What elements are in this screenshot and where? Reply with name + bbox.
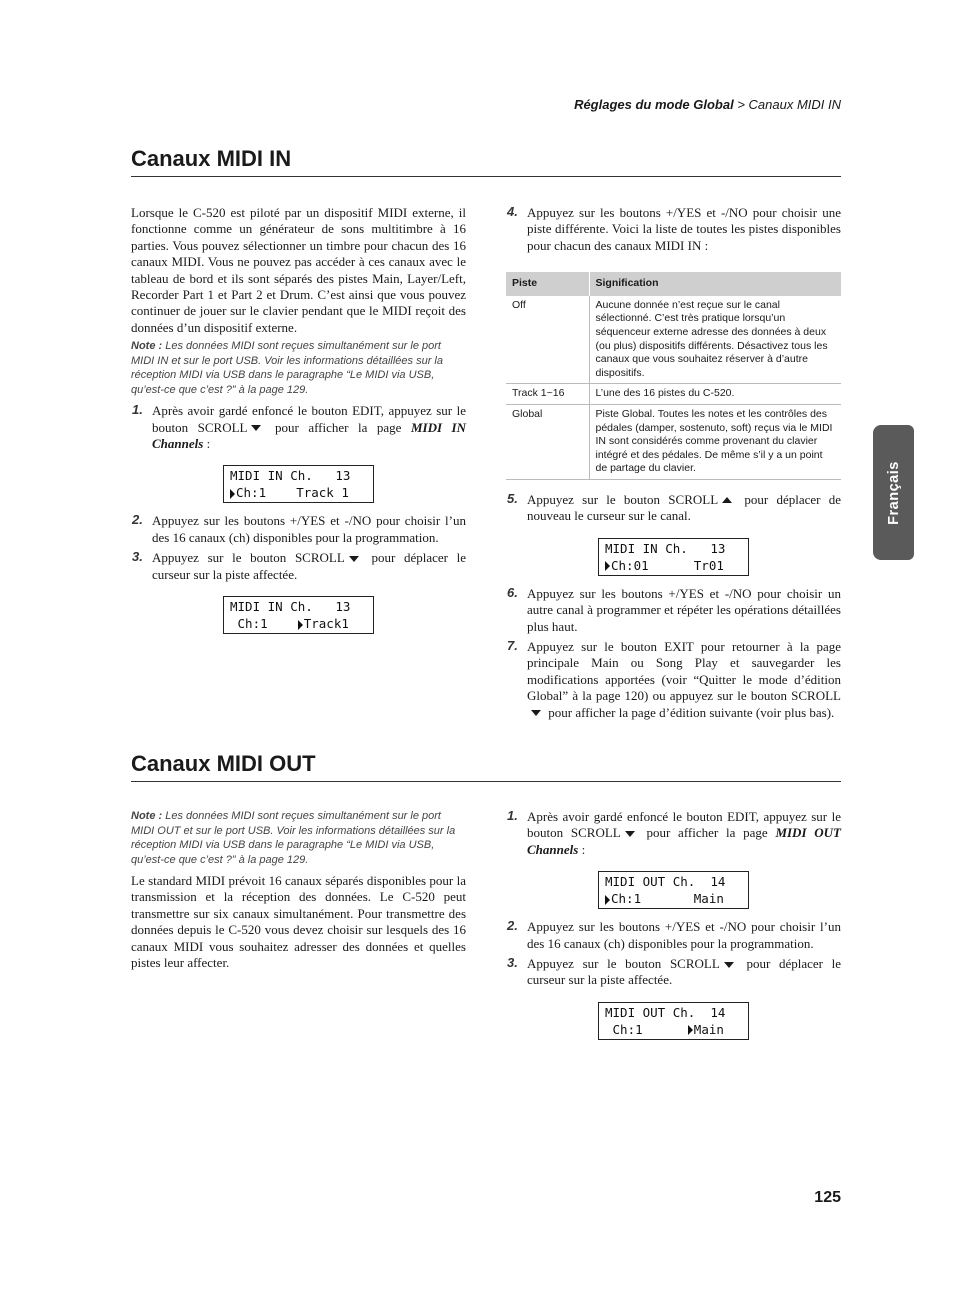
step-text: pour déplacer le curseur sur la piste affectée. xyxy=(527,956,842,988)
table-cell: L’une des 16 pistes du C-520. xyxy=(589,384,841,405)
midi-out-right-column xyxy=(506,809,841,1050)
midi-out-step-1 xyxy=(506,809,841,858)
cursor-icon xyxy=(605,561,610,571)
midi-in-intro: Lorsque le C-520 est piloté par un dispositif MIDI externe, il fonctionne comme un générateur de sons multitimbre à 16 parties. Vous pouvez sélectionner un timbre pour chacun des 16 canaux MIDI. Vous ne pouvez pas accéder à ces canaux avec le tableau de bord et ils sont séparés des pistes Main, Layer/Left, Recorder Part 1 et Part 2 et Drum. C’est ainsi que vous pouvez continuer de jouer sur le clavier pendant que le MIDI reçoit des données d’un dispositif externe. xyxy=(131,205,466,335)
step-number: 3. xyxy=(507,955,518,971)
step-text: Appuyez sur les boutons +/YES et -/NO pour choisir un autre canal à programmer et répéter les opérations détaillées plus haut. xyxy=(527,585,841,634)
midi-in-step-7 xyxy=(506,639,841,721)
cursor-icon xyxy=(688,1025,693,1035)
table-header-row xyxy=(506,272,841,296)
midi-in-right-column xyxy=(506,205,841,721)
lcd-line-1: MIDI IN Ch. 13 xyxy=(230,468,351,484)
running-head xyxy=(574,97,841,112)
step-text: Appuyez sur les boutons +/YES et -/NO pour choisir l’un des 16 canaux (ch) disponibles pour la programmation. xyxy=(527,919,841,951)
table-cell: Off xyxy=(506,296,589,384)
note-text: Les données MIDI sont reçues simultanément sur le port MIDI IN et sur le port USB. Voir les informations détaillées sur la réception MIDI via USB dans le paragraphe “Le MIDI via USB, qu’est-ce que c’est ?” à la page 129. xyxy=(131,340,443,396)
step-number: 1. xyxy=(132,402,143,418)
step-text: Après avoir gardé enfoncé le bouton EDIT, appuyez sur le bouton SCROLL xyxy=(152,403,466,435)
step-text: Appuyez sur le bouton SCROLL xyxy=(152,550,345,566)
midi-in-step-4 xyxy=(506,205,841,254)
running-head-topic: > Canaux MIDI IN xyxy=(733,97,841,112)
table-row xyxy=(506,384,841,405)
step-text: pour déplacer le curseur sur la piste affectée. xyxy=(152,550,467,582)
table-cell: Piste Global. Toutes les notes et les contrôles des pédales (damper, sostenuto, soft) reçus via le MIDI IN sont considérés comme provenant du clavier intégré et des pédales. De même s’il y a un point de partage du clavier. xyxy=(589,404,841,479)
scroll-down-icon xyxy=(531,710,541,716)
lcd-line-2-end: Ch:1 Track 1 xyxy=(236,485,349,501)
step-text: Appuyez sur le bouton SCROLL xyxy=(527,491,719,507)
step-number: 4. xyxy=(507,204,518,219)
table-cell: Global xyxy=(506,404,589,479)
midi-out-step-2 xyxy=(506,919,841,952)
step-number: 2. xyxy=(507,918,518,934)
scroll-down-icon xyxy=(724,962,734,968)
table-row xyxy=(506,404,841,479)
midi-in-step-2 xyxy=(131,513,466,546)
lcd-display-midi-in-2 xyxy=(223,596,374,634)
language-tab-label: Français xyxy=(885,460,902,525)
midi-out-intro: Le standard MIDI prévoit 16 canaux séparés disponibles pour la transmission et la réception des données. Le C-520 peut transmettre sur six canaux simultanément. Pour transmettre des données depuis le C-520 vous devez choisir sur lesquels des 16 canaux MIDI vous souhaitez adresser des données et quelles pistes leur affecter. xyxy=(131,873,466,971)
step-number: 3. xyxy=(132,549,143,565)
step-number: 5. xyxy=(507,490,518,506)
lcd-line-2-end: Main xyxy=(693,1021,724,1037)
note-text: Les données MIDI sont reçues simultanément sur le port MIDI OUT et sur le port USB. Voir les informations détaillées sur la réception MIDI via USB dans le paragraphe “Le MIDI via USB, qu’est-ce que c’est ?” à la page 129. xyxy=(131,810,456,866)
note-label: Note : xyxy=(131,340,163,353)
midi-in-step-3 xyxy=(131,550,466,583)
lcd-display-midi-in-1 xyxy=(223,465,374,503)
lcd-line-2-end: Track1 xyxy=(303,616,349,632)
midi-in-step-5 xyxy=(506,492,841,525)
step-text: pour afficher la page xyxy=(638,825,776,841)
table-row xyxy=(506,296,841,384)
cursor-icon xyxy=(230,489,235,499)
section-title-midi-out: Canaux MIDI OUT xyxy=(131,751,841,782)
table-cell: Aucune donnée n’est reçue sur le canal sélectionné. C’est très pratique lorsqu’un séquenceur externe adresse des données à deux (ou plus) dispositifs différents. Désactivez tous les canaux que vous souhaitez réserver à d’autre dispositifs. xyxy=(589,296,841,384)
step-text: pour déplacer de nouveau le curseur sur le canal. xyxy=(527,491,841,524)
midi-in-left-column xyxy=(131,205,466,644)
section-title-midi-in: Canaux MIDI IN xyxy=(131,146,841,177)
running-head-section: Réglages du mode Global xyxy=(574,97,734,112)
lcd-display-midi-out-2 xyxy=(598,1002,749,1040)
lcd-display-midi-out-1 xyxy=(598,871,749,909)
lcd-line-2-start: Ch:1 xyxy=(230,616,298,632)
midi-out-step-3 xyxy=(506,956,841,989)
step-text: Appuyez sur le bouton SCROLL xyxy=(527,956,720,972)
lcd-line-1: MIDI OUT Ch. 14 xyxy=(605,1004,726,1020)
step-number: 6. xyxy=(507,584,518,600)
midi-out-note xyxy=(131,809,466,867)
page-name: MIDI IN Channels xyxy=(152,419,466,452)
page-number: 125 xyxy=(814,1189,841,1206)
cursor-icon xyxy=(605,895,610,905)
scroll-up-icon xyxy=(722,497,732,503)
table-header: Piste xyxy=(506,272,589,296)
lcd-line-2-start: Ch:1 xyxy=(605,1021,688,1037)
step-text: : xyxy=(203,436,211,452)
language-tab xyxy=(873,425,914,560)
scroll-down-icon xyxy=(251,425,261,431)
note-label: Note : xyxy=(131,810,163,822)
lcd-line-2-end: Ch:1 Main xyxy=(611,891,724,907)
lcd-line-1: MIDI OUT Ch. 14 xyxy=(605,874,726,890)
track-table xyxy=(506,272,841,480)
step-text: : xyxy=(578,841,586,857)
midi-out-left-column xyxy=(131,809,466,971)
lcd-line-2-end: Ch:01 Tr01 xyxy=(611,557,724,573)
step-text: pour afficher la page xyxy=(265,419,411,435)
step-text: Après avoir gardé enfoncé le bouton EDIT, appuyez sur le bouton SCROLL xyxy=(527,809,841,841)
midi-in-note xyxy=(131,339,466,397)
cursor-icon xyxy=(298,620,303,630)
page-name: MIDI OUT Channels xyxy=(527,825,841,857)
table-cell: Track 1~16 xyxy=(506,384,589,405)
midi-in-step-1 xyxy=(131,403,466,452)
step-number: 2. xyxy=(132,512,143,528)
lcd-display-midi-in-3 xyxy=(598,538,749,576)
table-header: Signification xyxy=(589,272,841,296)
lcd-line-1: MIDI IN Ch. 13 xyxy=(605,540,726,556)
lcd-line-1: MIDI IN Ch. 13 xyxy=(230,599,351,615)
step-number: 7. xyxy=(507,637,518,653)
step-number: 1. xyxy=(507,808,518,823)
midi-in-step-6 xyxy=(506,586,841,635)
scroll-down-icon xyxy=(349,556,359,562)
step-text: pour afficher la page d’édition suivante (voir plus bas). xyxy=(545,704,835,720)
step-text: Appuyez sur le bouton EXIT pour retourner à la page principale Main ou Song Play et sauvegarder les modifications apportées (voir “Quitter le mode d’édition Global” à la page 120) ou appuyez sur le bouton SCROLL xyxy=(527,638,841,704)
step-text: Appuyez sur les boutons +/YES et -/NO pour choisir l’un des 16 canaux (ch) disponibles pour la programmation. xyxy=(152,513,466,545)
scroll-down-icon xyxy=(625,831,635,837)
step-text: Appuyez sur les boutons +/YES et -/NO pour choisir une piste différente. Voici la liste de toutes les pistes disponibles pour chacun des canaux MIDI IN : xyxy=(527,205,841,253)
